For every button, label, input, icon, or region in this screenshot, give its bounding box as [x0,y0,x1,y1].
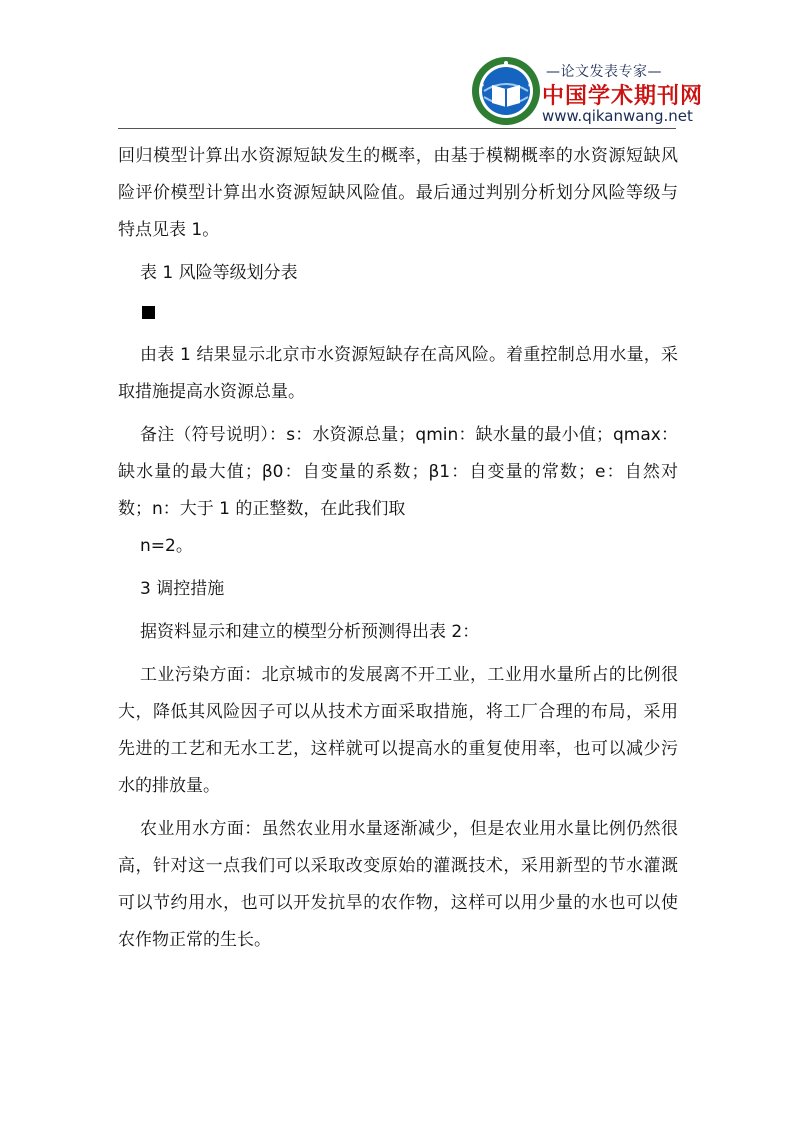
table-1-caption: 表 1 风险等级划分表 [140,263,298,283]
site-logo[interactable] [470,55,704,127]
paragraph-symbol-notes: 备注（符号说明）：s：水资源总量；qmin：缺水量的最小值；qmax：缺水量的最大值；β0：自变量的系数；β1：自变量的常数；e：自然对数；n：大于 1 的正整数，在此我们取 [118,425,678,519]
paragraph-industrial-pollution: 工业污染方面：北京城市的发展离不开工业，工业用水量所占的比例很大，降低其风险因子可以从技术方面采取措施，将工厂合理的布局，采用先进的工艺和无水工艺，这样就可以提高水的重复使用率，也可以减少污水的排放量。 [118,665,678,796]
logo-brand-name: 中国学术期刊网 [542,84,704,109]
paragraph-n-value: n=2。 [140,536,193,556]
page-header [0,0,794,132]
paragraph-agricultural-water: 农业用水方面：虽然农业用水量逐渐减少，但是农业用水量比例仍然很高，针对这一点我们可以采取改变原始的灌溉技术，采用新型的节水灌溉可以节约用水，也可以开发抗旱的农作物，这样可以用少量的水也可以使农作物正常的生长。 [118,819,678,950]
paragraph-table-result: 由表 1 结果显示北京市水资源短缺存在高风险。着重控制总用水量，采取措施提高水资源总量。 [118,345,678,402]
header-divider [118,128,676,129]
paragraph-table-2-intro: 据资料显示和建立的模型分析预测得出表 2： [140,622,480,642]
paragraph-model-summary: 回归模型计算出水资源短缺发生的概率，由基于模糊概率的水资源短缺风险评价模型计算出水资源短缺风险值。最后通过判别分析划分风险等级与特点见表 1。 [118,146,678,240]
table-placeholder-square [142,306,155,319]
document-body [118,138,678,965]
globe-book-icon [470,55,542,127]
section-heading-control-measures: 3 调控措施 [140,579,225,599]
logo-slogan: —论文发表专家— [546,64,662,80]
logo-site-url[interactable]: www.qikanwang.net [542,107,693,125]
